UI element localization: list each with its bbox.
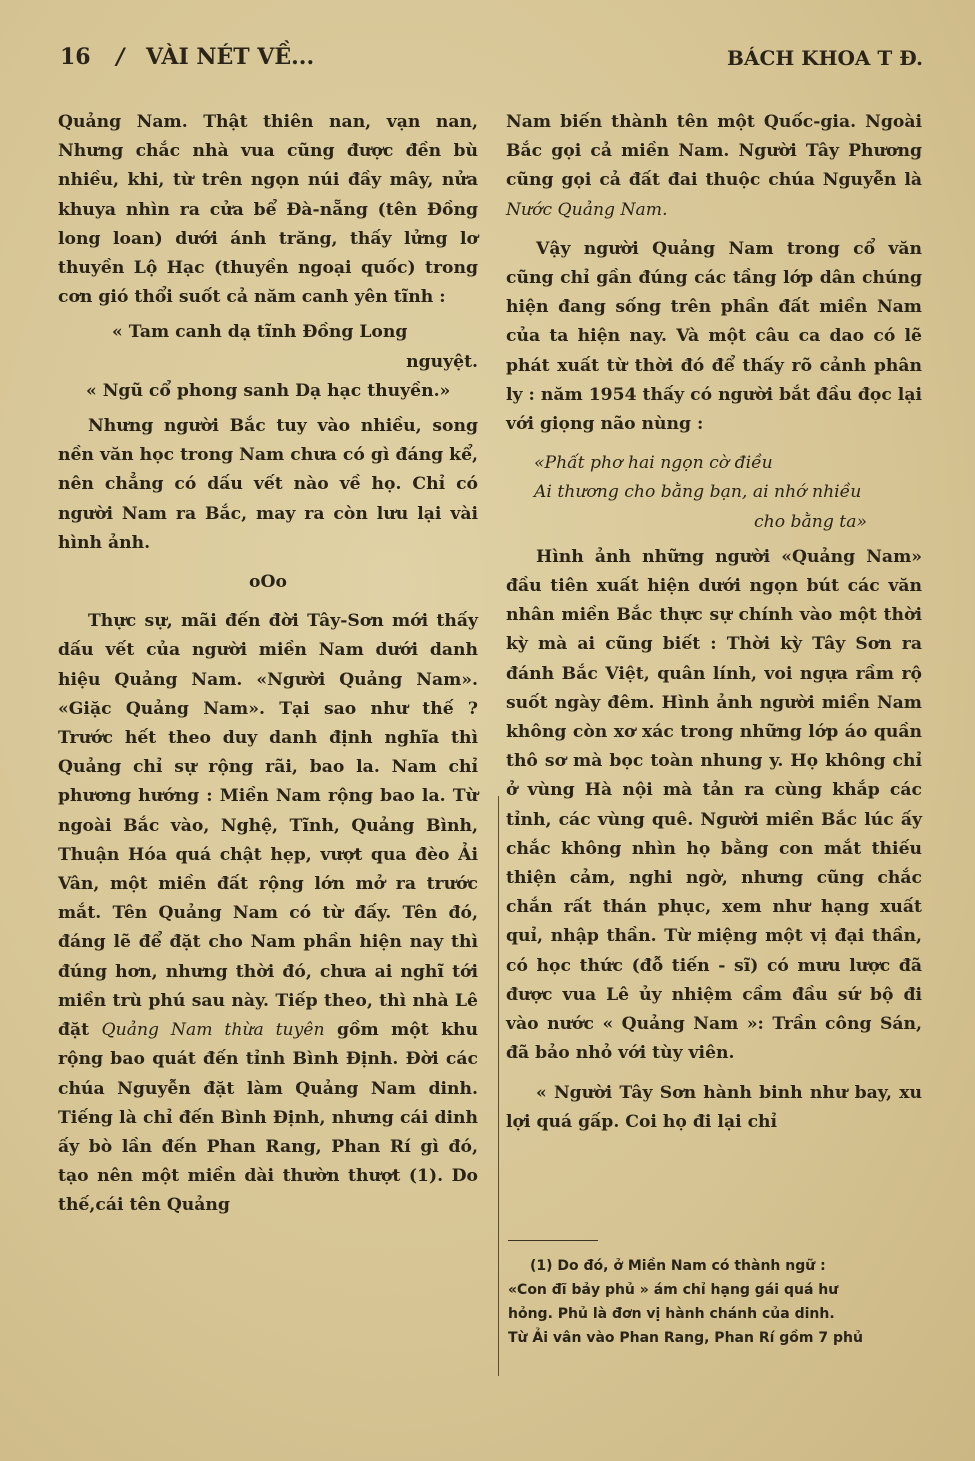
poem-line: « Tam canh dạ tĩnh Đồng Long — [112, 322, 408, 343]
paragraph-text: gồm một khu rộng bao quát đến tỉnh Bình Định. Đời các chúa Nguyễn đặt làm Quảng Nam dinh. Tiếng là chỉ đến Bình Định, nhưng cái dinh ấy bò lần đến Phan Rang, Phan Rí gì đó, tạo nên một miền dài thườn thượt (1). Do thế,cái tên Quảng — [58, 1020, 478, 1216]
right-column — [506, 108, 922, 1137]
folk-verse — [506, 449, 922, 537]
poem-line: nguyệt. — [406, 351, 478, 372]
left-column — [58, 108, 478, 1221]
paragraph — [506, 108, 922, 225]
paragraph-text: Nam biến thành tên một Quốc-gia. Ngoài Bắc gọi cả miền Nam. Người Tây Phương cũng gọi cả đất đai thuộc chúa Nguyễn là — [506, 112, 922, 191]
verse-line: Ai thương cho bằng bạn, ai nhớ nhiều — [534, 482, 862, 503]
italic-term: Quảng Nam thừa tuyên — [101, 1020, 325, 1041]
verse-line: «Phất phơ hai ngọn cờ điều — [534, 453, 773, 474]
section-divider: oOo — [249, 572, 287, 593]
paragraph: « Người Tây Sơn hành binh như bay, xu lợi quá gấp. Coi họ đi lại chỉ — [506, 1082, 922, 1132]
verse-line: cho bằng ta» — [754, 511, 867, 532]
paragraph-text: Thực sự, mãi đến đời Tây-Sơn mới thấy dấu vết của người miền Nam dưới danh hiệu Quảng Nam. «Người Quảng Nam». «Giặc Quảng Nam». Tại sao như thế ? Trước hết theo duy danh định nghĩa thì Quảng chỉ sự rộng rãi, bao la. Nam chỉ phương hướng : Miền Nam rộng bao la. Từ ngoài Bắc vào, Nghệ, Tĩnh, Quảng Bình, Thuận Hóa quá chật hẹp, vượt qua đèo Ải Vân, một miền đất rộng lớn mở ra trước mắt. Tên Quảng Nam có từ đấy. Tên đó, đáng lẽ để đặt cho Nam phần hiện nay thì đúng hơn, nhưng thời đó, chưa ai nghĩ tới miền trù phú sau này. Tiếp theo, thì nhà Lê đặt — [58, 611, 478, 1041]
footnote-line: hỏng. Phủ là đơn vị hành chánh của dinh. — [508, 1306, 835, 1322]
header-left — [60, 44, 314, 70]
page-header — [60, 44, 923, 84]
running-title-left: VÀI NÉT VỀ... — [146, 44, 315, 70]
footnote — [508, 1254, 922, 1350]
column-rule — [498, 796, 499, 1376]
footnote-line: «Con đĩ bảy phủ » ám chỉ hạng gái quá hư — [508, 1282, 839, 1298]
page-number: 16 — [60, 44, 91, 70]
footnote-line: (1) Do đó, ở Miền Nam có thành ngữ : — [530, 1258, 826, 1274]
paragraph — [58, 607, 478, 1220]
paragraph: Hình ảnh những người «Quảng Nam» đầu tiên xuất hiện dưới ngọn bút các văn nhân miền Bắc thực sự chính vào một thời kỳ mà ai cũng biết : Thời kỳ Tây Sơn ra đánh Bắc Việt, quân lính, voi ngựa rầm rộ suốt ngày đêm. Hình ảnh người miền Nam không còn xơ xác trong những lớp áo quần thô sơ mà bọc toàn nhung y. Họ không chỉ ở vùng Hà nội mà tản ra cùng khắp các tỉnh, các vùng quê. Người miền Bắc lúc ấy chắc không nhìn họ bằng con mắt thiếu thiện cảm, nghi ngờ, nhưng cũng chắc chắn rất thán phục, xem như hạng xuất quỉ, nhập thần. Từ miệng một vị đại thần, có học thức (đỗ tiến - sĩ) có mưu lược đã được vua Lê ủy nhiệm cầm đầu sứ bộ đi vào nước « Quảng Nam »: Trần công Sán, đã bảo nhỏ với tùy viên. — [506, 546, 922, 1064]
paragraph: Nhưng người Bắc tuy vào nhiều, song nền văn học trong Nam chưa có gì đáng kể, nên chẳng có dấu vết nào về họ. Chỉ có người Nam ra Bắc, may ra còn lưu lại vài hình ảnh. — [58, 416, 478, 553]
paragraph: Quảng Nam. Thật thiên nan, vạn nan, Nhưng chắc nhà vua cũng được đền bù nhiều, khi, từ trên ngọn núi đầy mây, nửa khuya nhìn ra cửa bể Đà-nẵng (tên Đồng long loan) dưới ánh trăng, thấy lửng lơ thuyền Lộ Hạc (thuyền ngoại quốc) trong cơn gió thổi suốt cả năm canh yên tĩnh : — [58, 112, 478, 308]
poem-quote — [58, 318, 478, 406]
italic-term: Nước Quảng Nam. — [506, 199, 668, 220]
footnote-rule — [508, 1240, 598, 1241]
poem-line: « Ngũ cổ phong sanh Dạ hạc thuyền.» — [86, 380, 451, 401]
running-title-right: BÁCH KHOA T Đ. — [727, 46, 923, 70]
paragraph: Vậy người Quảng Nam trong cổ văn cũng chỉ gần đúng các tầng lớp dân chúng hiện đang sống trên phần đất miền Nam của ta hiện nay. Và một câu ca dao có lẽ phát xuất từ thời đó để thấy rõ cảnh phân ly : năm 1954 thấy có người bắt đầu đọc lại với giọng não nùng : — [506, 238, 922, 435]
footnote-line: Từ Ải vân vào Phan Rang, Phan Rí gồm 7 phủ — [508, 1330, 863, 1346]
header-separator: / — [116, 44, 125, 70]
